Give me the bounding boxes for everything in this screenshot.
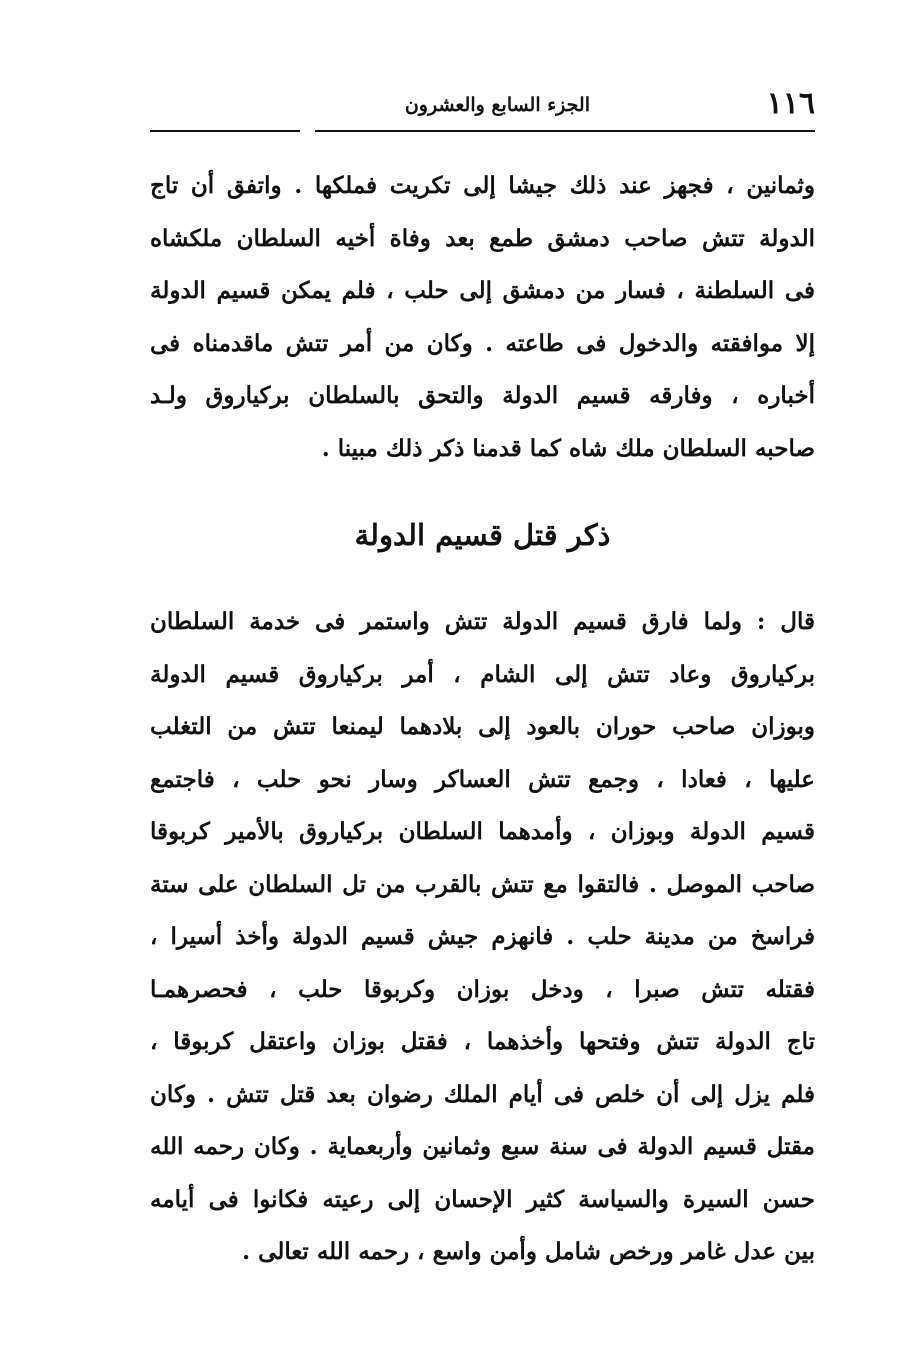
text-line: صاحب الموصل . فالتقوا مع تتش بالقرب من تل السلطان على ستة: [150, 870, 815, 898]
text-line: حسن السيرة والسياسة كثير الإحسان إلى رعيته فكانوا فى أيامه: [150, 1185, 815, 1213]
text-line: الدولة تتش صاحب دمشق طمع بعد وفاة أخيه السلطان ملكشاه: [150, 224, 815, 252]
text-line: تاج الدولة تتش وفتحها وأخذهما ، فقتل بوزان واعتقل كربوقا ،: [150, 1028, 815, 1055]
text-line: قال : ولما فارق قسيم الدولة تتش واستمر فى خدمة السلطان: [150, 608, 815, 635]
text-line: وثمانين ، فجهز عند ذلك جيشا إلى تكريت فملكها . واتفق أن تاج: [150, 172, 815, 199]
text-line: فلم يزل إلى أن خلص فى أيام الملك رضوان بعد قتل تتش . وكان: [150, 1080, 815, 1108]
text-line: بين عدل غامر ورخص شامل وأمن واسع ، رحمه الله تعالى .: [242, 1238, 815, 1265]
text-line: فقتله تتش صبرا ، ودخل بوزان وكربوقا حلب ، فحصرهمـا: [150, 975, 815, 1003]
header-rule-right: [315, 130, 815, 132]
paragraph-1: [150, 160, 815, 475]
text-line: مقتل قسيم الدولة فى سنة سبع وثمانين وأربعماية . وكان رحمه الله: [150, 1133, 815, 1160]
text-line: فراسخ من مدينة حلب . فانهزم جيش قسيم الدولة وأخذ أسيرا ،: [150, 923, 815, 950]
running-title: الجزء السابع والعشرون: [404, 94, 590, 116]
section-heading: ذكر قتل قسيم الدولة: [354, 518, 611, 552]
text-line: وبوزان صاحب حوران بالعود إلى بلادهما ليمنعا تتش من التغلب: [150, 713, 815, 740]
text-line: فى السلطنة ، فسار من دمشق إلى حلب ، فلم يمكن قسيم الدولة: [150, 277, 815, 304]
page-number: ١١٦: [766, 86, 815, 121]
text-line: أخباره ، وفارقه قسيم الدولة والتحق بالسلطان بركياروق ولـد: [150, 382, 815, 409]
text-line: عليها ، فعادا ، وجمع تتش العساكر وسار نحو حلب ، فاجتمع: [150, 765, 815, 793]
text-line: قسيم الدولة وبوزان ، وأمدهما السلطان بركياروق بالأمير كربوقا: [150, 818, 815, 845]
text-line: بركياروق وعاد تتش إلى الشام ، أمر بركياروق قسيم الدولة: [150, 660, 815, 688]
paragraph-2: [150, 596, 815, 1279]
text-line: إلا موافقته والدخول فى طاعته . وكان من أمر تتش ماقدمناه فى: [150, 329, 815, 357]
page-header: [150, 86, 815, 136]
header-rule-left: [150, 130, 300, 132]
text-line: صاحبه السلطان ملك شاه كما قدمنا ذكر ذلك مبينا .: [321, 434, 815, 462]
